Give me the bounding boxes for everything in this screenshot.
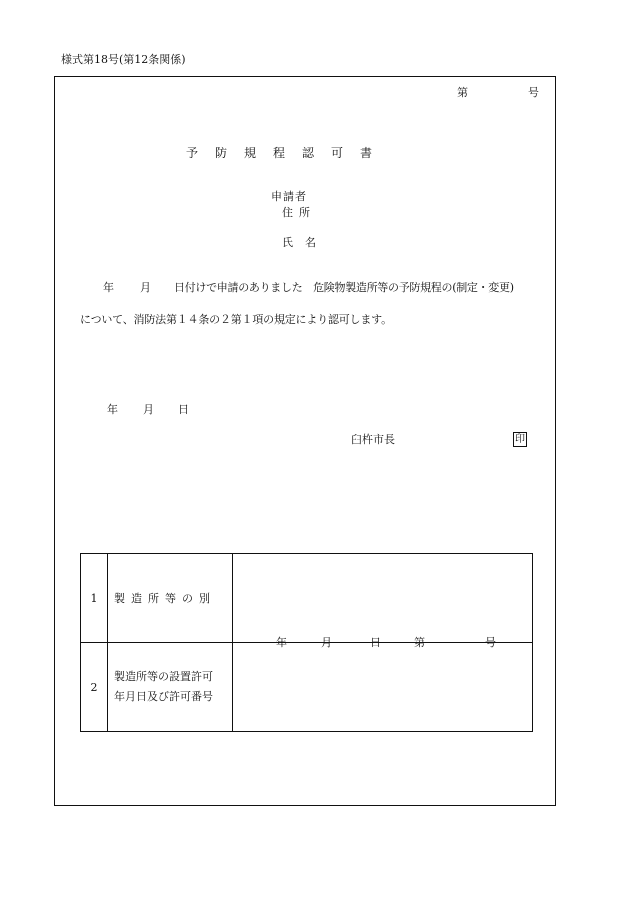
applicant-label: 申請者 [271, 190, 307, 203]
permit-month: 月 [321, 636, 332, 649]
row-label-line2: 年月日及び許可番号 [114, 690, 213, 703]
form-code: 様式第18号(第12条関係) [61, 53, 186, 66]
permit-dai: 第 [414, 636, 425, 649]
date-year: 年 [107, 403, 118, 416]
date-month: 月 [143, 403, 154, 416]
row-label: 製造所等の別 [108, 554, 233, 643]
row-value [233, 554, 533, 643]
number-dai: 第 [457, 86, 468, 99]
permit-go: 号 [485, 636, 496, 649]
table-row [81, 554, 533, 643]
document-title: 予防規程認可書 [186, 146, 390, 160]
date-day: 日 [178, 403, 189, 416]
body-year: 年 [103, 281, 114, 294]
number-go: 号 [528, 86, 539, 99]
info-table [80, 553, 533, 732]
name-label: 氏名 [282, 236, 328, 249]
permit-day: 日 [370, 636, 381, 649]
row-value [233, 636, 533, 732]
row-label [108, 643, 233, 732]
address-label: 住所 [282, 206, 316, 219]
row-label-line1: 製造所等の設置許可 [114, 670, 213, 683]
seal-mark: 印 [515, 434, 525, 445]
permit-year: 年 [276, 636, 287, 649]
issuer-name: 臼杵市長 [351, 433, 395, 446]
body-line1-text: 日付けで申請のありました 危険物製造所等の予防規程の(制定・変更) [174, 281, 514, 294]
body-line2-text: について、消防法第１４条の２第１項の規定により認可します。 [80, 313, 392, 326]
table-row [81, 643, 533, 732]
row-number: 1 [81, 554, 108, 643]
row-number: 2 [81, 643, 108, 732]
body-month: 月 [140, 281, 151, 294]
